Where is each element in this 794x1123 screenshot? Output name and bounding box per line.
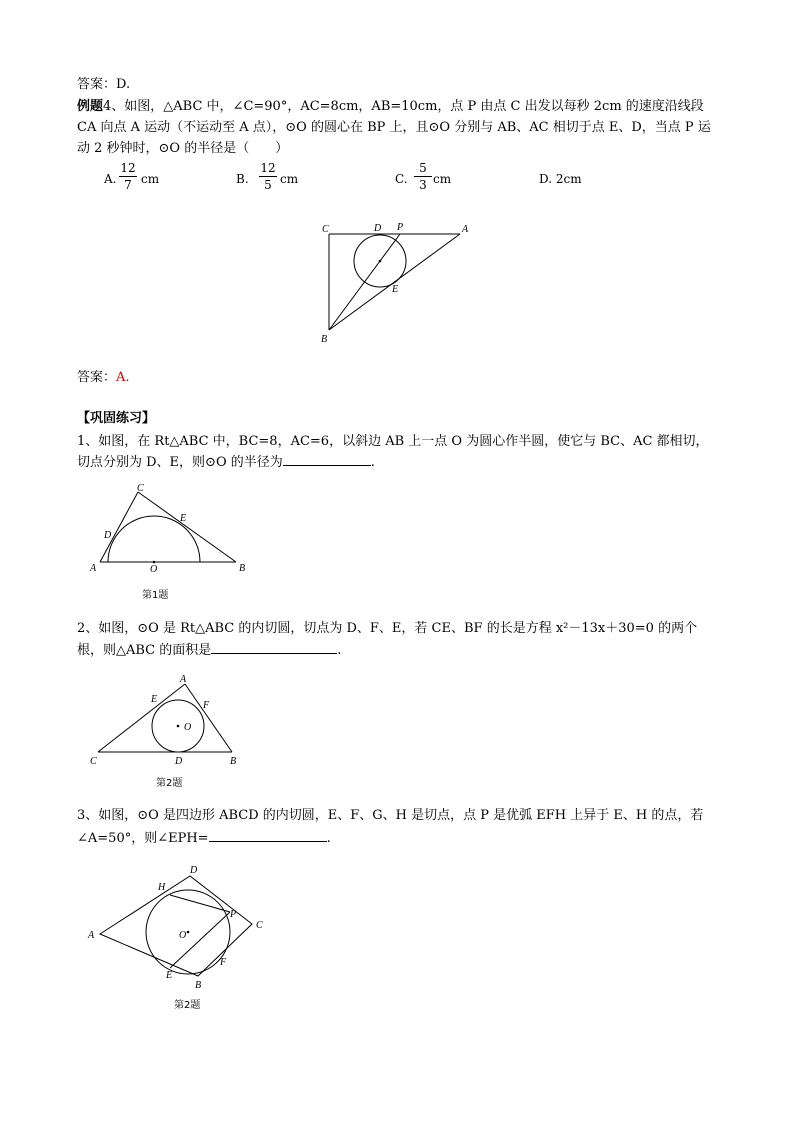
- q1-side-ac: [100, 492, 138, 562]
- q3-line2: ∠A=50°，则∠EPH= .: [77, 831, 331, 846]
- q3-label-p: P: [230, 909, 237, 920]
- q2-center-dot: [177, 725, 180, 728]
- option-c-unit: cm: [433, 172, 452, 186]
- q2-label-f: F: [203, 700, 210, 711]
- answer2-value: A.: [116, 370, 130, 385]
- q3-chord-hp: [170, 895, 230, 912]
- q2-label-b: B: [230, 756, 237, 767]
- q2-line2: 根，则△ABC 的面积是 .: [77, 643, 342, 658]
- q1-label-d: D: [104, 530, 112, 541]
- practice-heading: 【巩固练习】: [77, 411, 156, 426]
- q3-label-o: O: [179, 930, 187, 941]
- q1-semicircle: [108, 516, 200, 562]
- q1-center-dot: [153, 561, 156, 564]
- q2-label-a: A: [180, 674, 187, 685]
- ex4-label-e: E: [392, 284, 399, 295]
- option-c-denominator: 3: [419, 178, 427, 192]
- option-b-unit: cm: [280, 172, 299, 186]
- option-a-denominator: 7: [124, 178, 132, 192]
- answer-line-2: [77, 369, 130, 387]
- example4-line1: [77, 98, 704, 116]
- q3-figure: [86, 860, 276, 1018]
- q2-text2: 根，则△ABC 的面积是: [77, 643, 212, 658]
- q3-center-dot: [187, 931, 190, 934]
- answer-label: 答案：: [77, 77, 117, 92]
- q2-figure: [88, 670, 258, 792]
- option-b-fraction: [259, 161, 277, 192]
- option-c-numerator: 5: [419, 161, 427, 175]
- ex4-label-d: D: [374, 223, 382, 234]
- option-a-letter: A.: [104, 172, 117, 186]
- q3-label-f: F: [220, 957, 227, 968]
- q3-line1: 3、如图，⊙O 是四边形 ABCD 的内切圆，E、F、G、H 是切点，点 P 是优弧 EFH 上异于 E、H 的点，若: [77, 808, 704, 823]
- q3-text2: ∠A=50°，则∠EPH=: [77, 831, 209, 846]
- q3-label-d: D: [190, 865, 198, 876]
- q2-label-o: O: [184, 722, 192, 733]
- example4-line2: CA 向点 A 运动（不运动至 A 点），⊙O 的圆心在 BP 上，且⊙O 分别与 AB、AC 相切于点 E、D，当点 P 运: [77, 120, 711, 135]
- answer-line-1: [77, 76, 130, 94]
- ex4-label-p: P: [397, 222, 404, 233]
- example4-text1: 4、如图，△ABC 中，∠C=90°，AC=8cm，AB=10cm，点 P 由点 C 出发以每秒 2cm 的速度沿线段: [103, 99, 704, 114]
- q1-label-c: C: [137, 483, 144, 494]
- q1-text2: 切点分别为 D、E，则⊙O 的半径为: [77, 455, 283, 470]
- q1-label-e: E: [180, 513, 187, 524]
- q1-line1: 1、如图，在 Rt△ABC 中，BC=8，AC=6，以斜边 AB 上一点 O 为圆心作半圆，使它与 BC、AC 都相切，: [77, 434, 709, 449]
- q2-label-e: E: [151, 694, 158, 705]
- option-a-numerator: 12: [120, 161, 136, 175]
- answer2-label: 答案：: [77, 370, 117, 385]
- answer-value: D.: [116, 77, 131, 92]
- q3-label-e: E: [166, 970, 173, 981]
- q2-line1: 2、如图，⊙O 是 Rt△ABC 的内切圆，切点为 D、F、E，若 CE、BF 的长是方程 x²－13x＋30=0 的两个: [77, 621, 698, 636]
- q1-answer-blank[interactable]: [283, 453, 371, 466]
- q1-side-cb: [138, 492, 236, 562]
- q2-answer-blank[interactable]: [211, 641, 337, 654]
- q2-side-ab: [185, 684, 232, 752]
- q1-line2: 切点分别为 D、E，则⊙O 的半径为 .: [77, 455, 375, 470]
- q3-caption: 第2题: [174, 1000, 201, 1011]
- option-c-letter: C.: [395, 172, 408, 186]
- option-d-text: 2cm: [555, 172, 582, 186]
- example4-line3: 动 2 秒钟时，⊙O 的半径是（ ）: [77, 141, 289, 156]
- q3-label-c: C: [256, 920, 263, 931]
- q2-side-ca: [98, 684, 185, 752]
- option-b-numerator: 12: [260, 161, 276, 175]
- q1-caption: 第1题: [142, 590, 169, 601]
- option-a-fraction: [119, 161, 137, 192]
- option-d: [539, 172, 582, 186]
- example4-figure: [315, 218, 475, 348]
- ex4-label-a: A: [462, 224, 469, 235]
- q3-label-h: H: [158, 882, 166, 893]
- q2-label-c: C: [90, 756, 97, 767]
- option-c-fraction: [414, 161, 432, 192]
- q1-label-a: A: [90, 563, 97, 574]
- option-b-letter: B.: [236, 172, 249, 186]
- option-d-letter: D.: [539, 172, 553, 186]
- ex4-label-c: C: [322, 224, 329, 235]
- example-tag: 例题: [77, 99, 104, 114]
- q1-label-o: O: [150, 564, 158, 575]
- q1-label-b: B: [239, 563, 246, 574]
- q2-label-d: D: [175, 756, 183, 767]
- ex4-label-b: B: [321, 334, 328, 345]
- q1-figure: [88, 480, 258, 605]
- option-b-denominator: 5: [264, 178, 272, 192]
- option-a-unit: cm: [141, 172, 160, 186]
- q3-label-a: A: [88, 930, 95, 941]
- ex4-center-dot: [379, 260, 382, 263]
- q2-caption: 第2题: [156, 778, 183, 789]
- q3-answer-blank[interactable]: [209, 829, 327, 842]
- q3-label-b: B: [195, 980, 202, 991]
